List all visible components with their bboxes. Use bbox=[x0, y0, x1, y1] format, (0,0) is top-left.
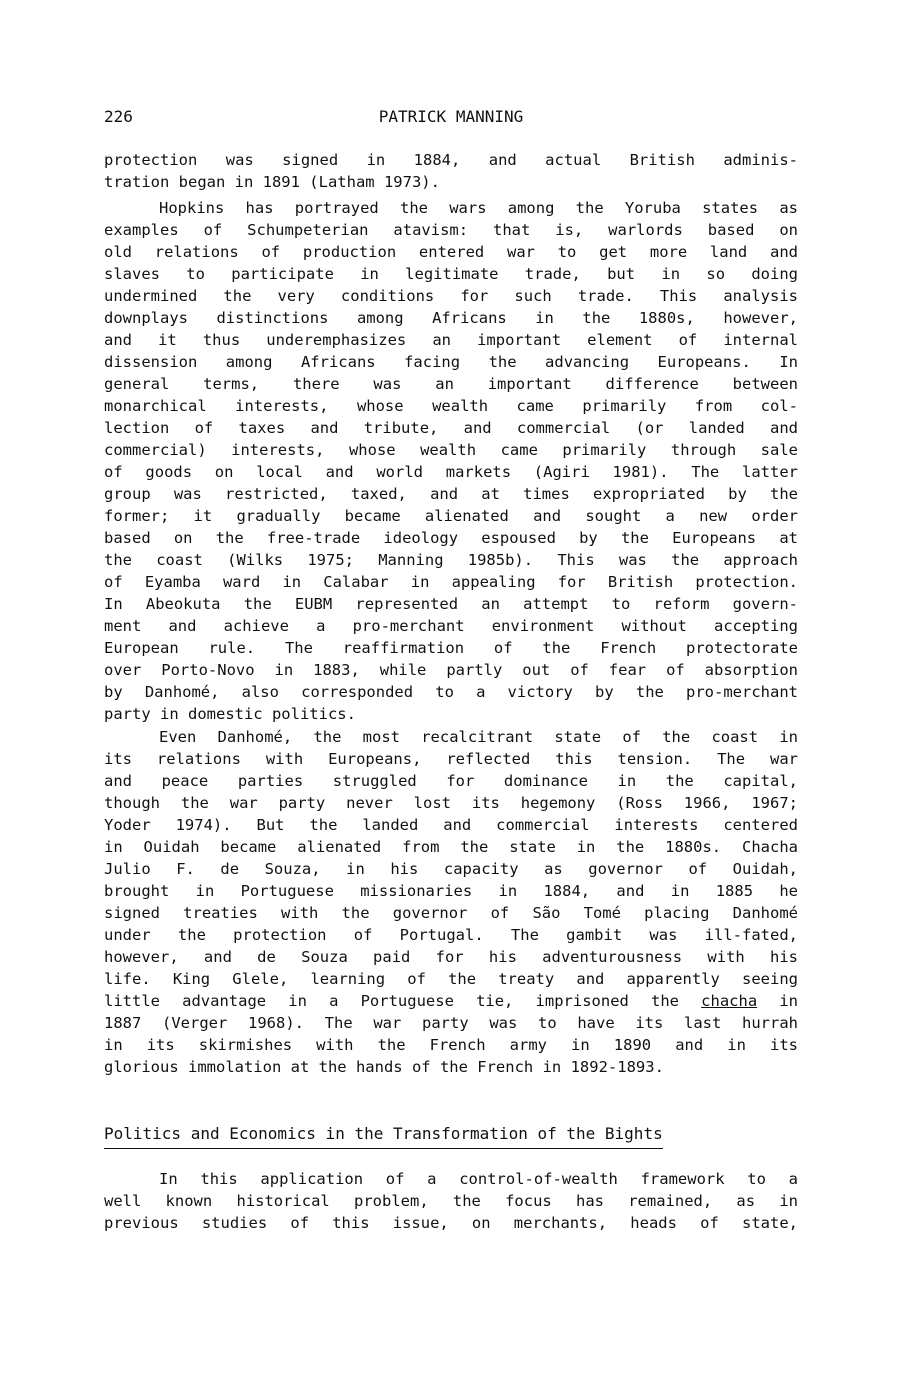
text-line: though the war party never lost its hegemony (Ross 1966, 1967; bbox=[104, 794, 798, 812]
text-line: previous studies of this issue, on merchants, heads of state, bbox=[104, 1214, 798, 1232]
text-line: slaves to participate in legitimate trade, but in so doing bbox=[104, 265, 798, 283]
text-line: its relations with Europeans, reflected this tension. The war bbox=[104, 750, 798, 768]
text-line: in its skirmishes with the French army in 1890 and in its bbox=[104, 1036, 798, 1054]
text-line: of goods on local and world markets (Agiri 1981). The latter bbox=[104, 463, 798, 481]
text-line: however, and de Souza paid for his adventurousness with his bbox=[104, 948, 798, 966]
text-line bbox=[104, 990, 798, 1012]
text-line: well known historical problem, the focus has remained, as in bbox=[104, 1192, 798, 1210]
text-line: based on the free-trade ideology espoused by the Europeans at bbox=[104, 529, 798, 547]
text-line: In this application of a control-of-wealth framework to a bbox=[159, 1170, 798, 1188]
text-segment: in bbox=[757, 992, 798, 1010]
text-line: dissension among Africans facing the advancing Europeans. In bbox=[104, 353, 798, 371]
text-line: undermined the very conditions for such trade. This analysis bbox=[104, 287, 798, 305]
text-line: Even Danhomé, the most recalcitrant state of the coast in bbox=[159, 728, 798, 746]
text-line: Hopkins has portrayed the wars among the Yoruba states as bbox=[159, 199, 798, 217]
text-segment: little advantage in a Portuguese tie, imprisoned the bbox=[104, 992, 702, 1010]
text-line: the coast (Wilks 1975; Manning 1985b). This was the approach bbox=[104, 551, 798, 569]
text-line: glorious immolation at the hands of the French in 1892-1893. bbox=[104, 1058, 664, 1076]
text-line: and it thus underemphasizes an important element of internal bbox=[104, 331, 798, 349]
text-line: Yoder 1974). But the landed and commercial interests centered bbox=[104, 816, 798, 834]
text-line: old relations of production entered war to get more land and bbox=[104, 243, 798, 261]
text-line: tration began in 1891 (Latham 1973). bbox=[104, 173, 440, 191]
text-line: under the protection of Portugal. The gambit was ill-fated, bbox=[104, 926, 798, 944]
text-line: over Porto-Novo in 1883, while partly out of fear of absorption bbox=[104, 661, 798, 679]
text-line: party in domestic politics. bbox=[104, 705, 356, 723]
page-header bbox=[104, 104, 798, 130]
text-line: downplays distinctions among Africans in the 1880s, however, bbox=[104, 309, 798, 327]
page-number: 226 bbox=[104, 107, 133, 126]
text-line: former; it gradually became alienated and sought a new order bbox=[104, 507, 798, 525]
text-line: in Ouidah became alienated from the state in the 1880s. Chacha bbox=[104, 838, 798, 856]
paragraph-framework bbox=[104, 1168, 798, 1234]
text-line: and peace parties struggled for dominance in the capital, bbox=[104, 772, 798, 790]
text-line: group was restricted, taxed, and at times expropriated by the bbox=[104, 485, 798, 503]
running-head: PATRICK MANNING bbox=[378, 107, 524, 126]
text-line: of Eyamba ward in Calabar in appealing for British protection. bbox=[104, 573, 798, 591]
text-line: monarchical interests, whose wealth came primarily from col- bbox=[104, 397, 798, 415]
text-line: by Danhomé, also corresponded to a victory by the pro-merchant bbox=[104, 683, 798, 701]
text-line: life. King Glele, learning of the treaty and apparently seeing bbox=[104, 970, 798, 988]
text-line: In Abeokuta the EUBM represented an attempt to reform govern- bbox=[104, 595, 798, 613]
text-line: ment and achieve a pro-merchant environment without accepting bbox=[104, 617, 798, 635]
text-line: protection was signed in 1884, and actual British adminis- bbox=[104, 151, 798, 169]
text-line: signed treaties with the governor of São Tomé placing Danhomé bbox=[104, 904, 798, 922]
paragraph-continuation bbox=[104, 149, 798, 193]
paragraph-danhome bbox=[104, 726, 798, 1078]
text-line: commercial) interests, whose wealth came primarily through sale bbox=[104, 441, 798, 459]
text-line: 1887 (Verger 1968). The war party was to have its last hurrah bbox=[104, 1014, 798, 1032]
text-line: Julio F. de Souza, in his capacity as governor of Ouidah, bbox=[104, 860, 798, 878]
text-line: brought in Portuguese missionaries in 1884, and in 1885 he bbox=[104, 882, 798, 900]
paragraph-hopkins bbox=[104, 197, 798, 725]
text-line: examples of Schumpeterian atavism: that is, warlords based on bbox=[104, 221, 798, 239]
section-heading: Politics and Economics in the Transformation of the Bights bbox=[104, 1123, 663, 1149]
text-line: lection of taxes and tribute, and commercial (or landed and bbox=[104, 419, 798, 437]
text-line: general terms, there was an important difference between bbox=[104, 375, 798, 393]
text-line: European rule. The reaffirmation of the French protectorate bbox=[104, 639, 798, 657]
emphasized-term: chacha bbox=[701, 992, 758, 1010]
